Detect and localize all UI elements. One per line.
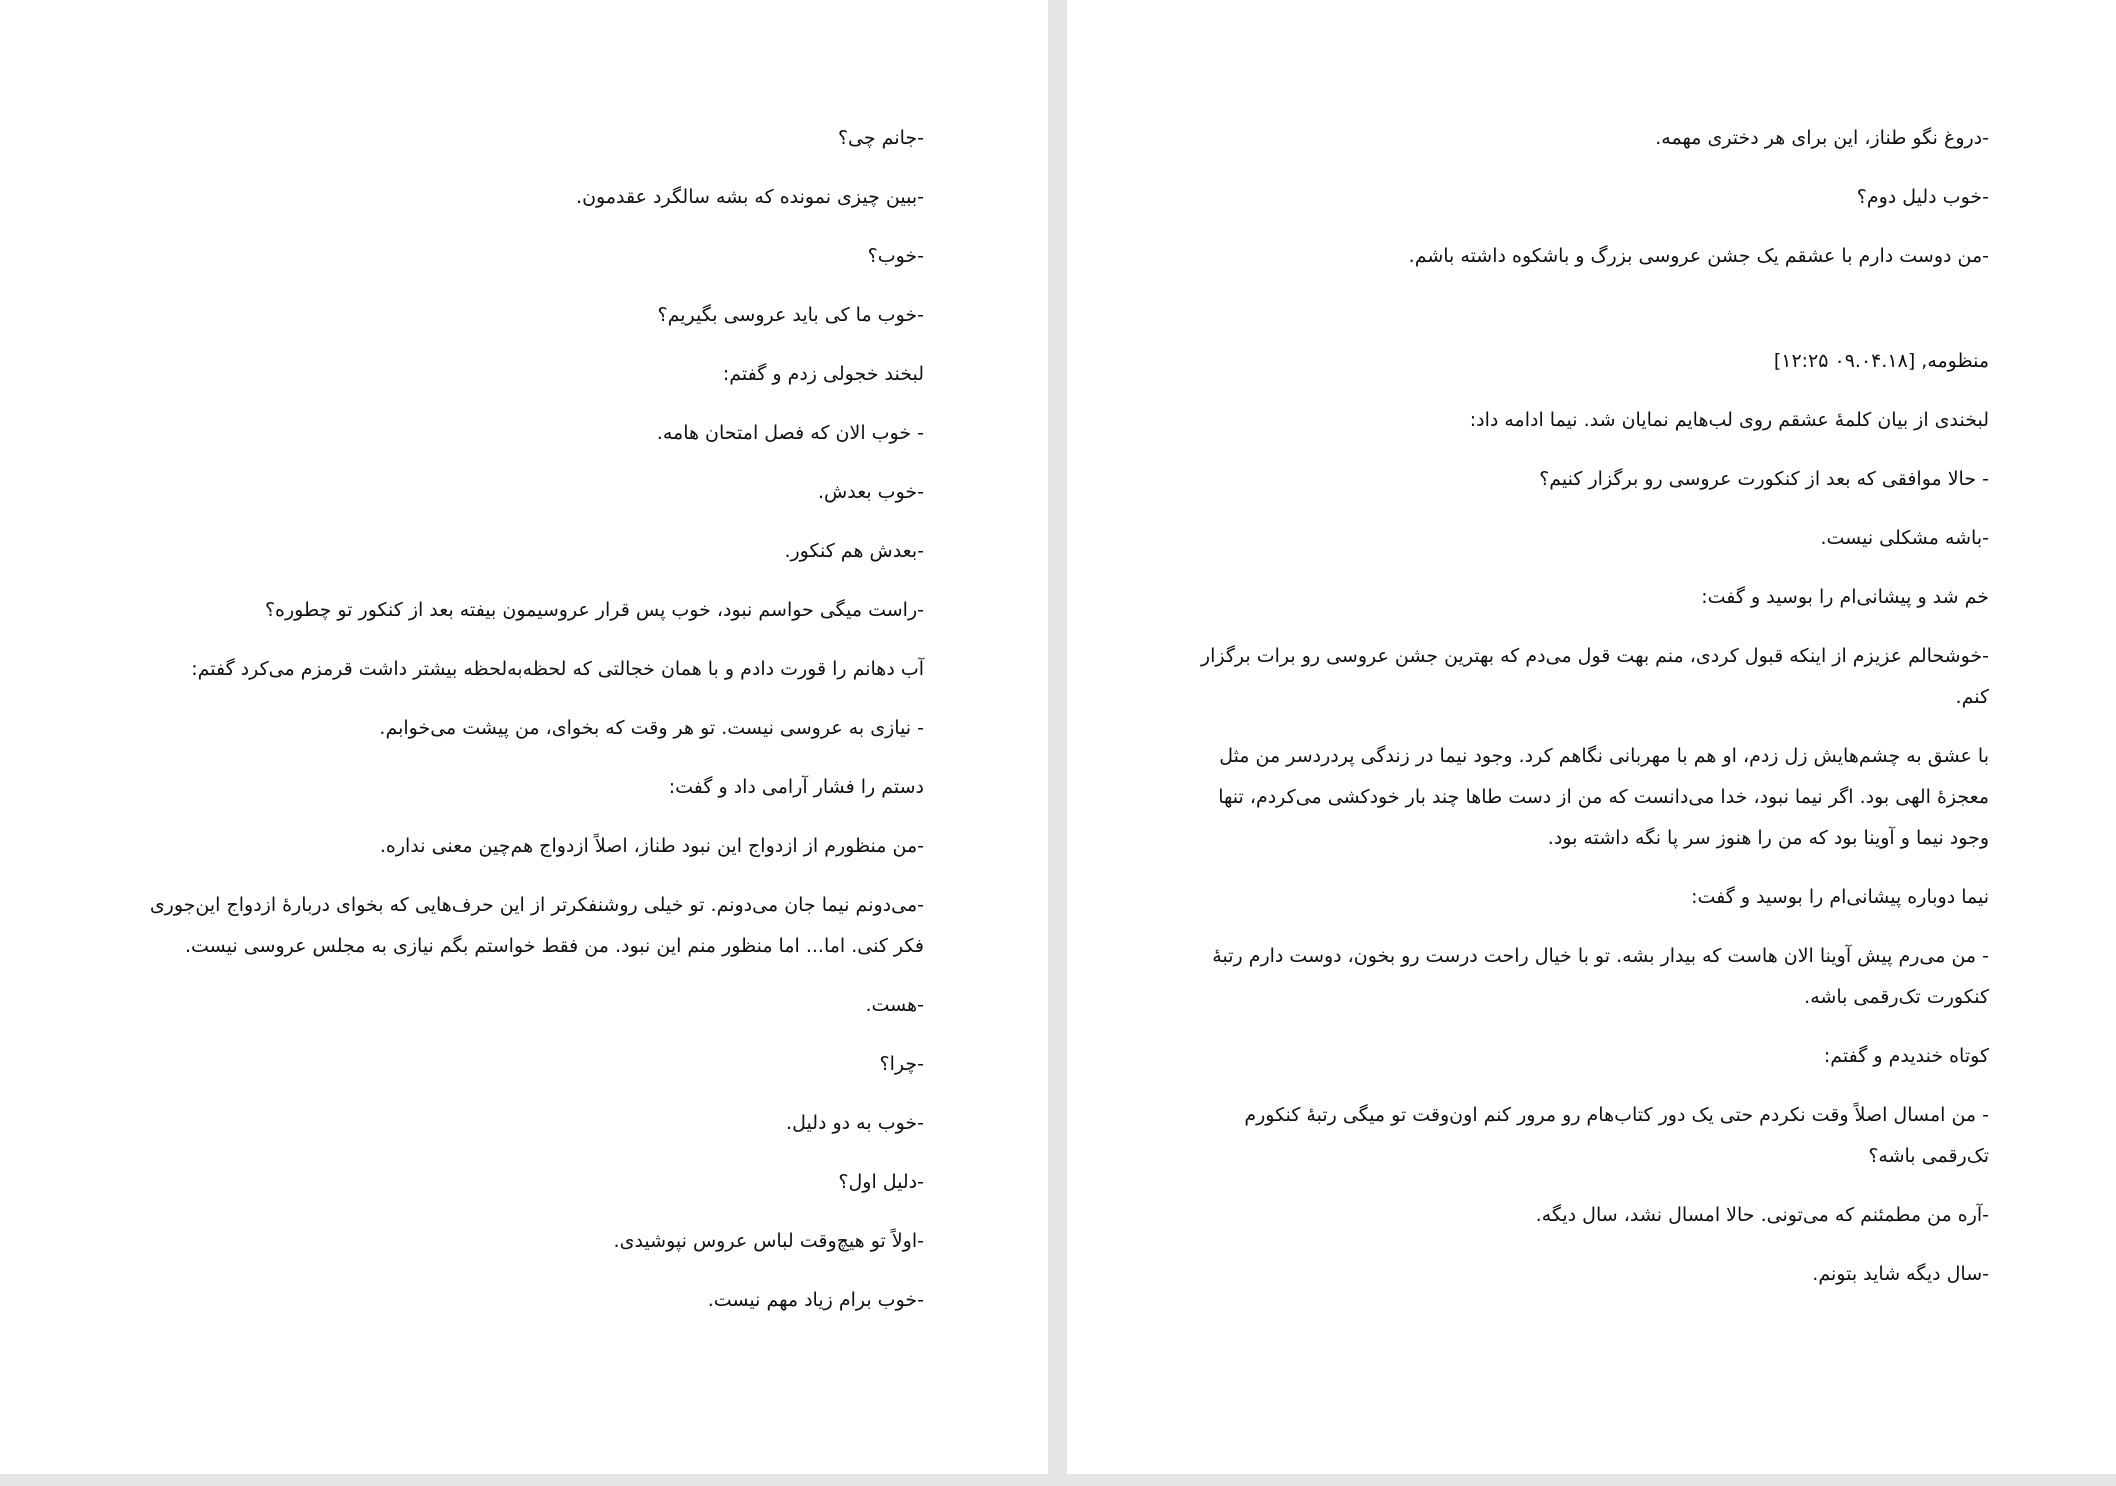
paragraph: آب دهانم را قورت دادم و با همان خجالتی که لحظه‌به‌لحظه بیشتر داشت قرمزم می‌کرد گفتم: [191, 658, 924, 680]
paragraph: -من دوست دارم با عشقم یک جشن عروسی بزرگ و باشکوه داشته باشم. [1408, 245, 1989, 267]
paragraph: دستم را فشار آرامی داد و گفت: [668, 776, 924, 798]
viewer-bottom-gutter [0, 1474, 2116, 1486]
paragraph: -چرا؟ [879, 1053, 924, 1075]
paragraph: -باشه مشکلی نیست. [1820, 527, 1989, 549]
paragraph: -جانم چی؟ [837, 127, 924, 149]
paragraph: لبخند خجولی زدم و گفتم: [722, 363, 924, 385]
paragraph: -خوب؟ [867, 245, 924, 267]
timestamp-line: منظومه, [۰۹.۰۴.۱۸ ۱۲:۲۵] [1773, 350, 1989, 372]
paragraph: -بعدش هم کنکور. [784, 540, 924, 562]
paragraph: - خوب الان که فصل امتحان هامه. [656, 422, 924, 444]
paragraph: -خوب دلیل دوم؟ [1856, 186, 1989, 208]
paragraph: کوتاه خندیدم و گفتم: [1823, 1045, 1989, 1067]
paragraph: -من منظورم از ازدواج این نبود طناز، اصلاً ازدواج هم‌چین معنی نداره. [379, 835, 924, 857]
paragraph: -ببین چیزی نمونده که بشه سالگرد عقدمون. [576, 186, 924, 208]
paragraph: خم شد و پیشانی‌ام را بوسید و گفت: [1701, 586, 1989, 608]
paragraph: - من می‌رم پیش آوینا الان هاست که بیدار بشه. تو با خیال راحت درست رو بخون، دوست دارم رتبهٔ کنکورت تک‌رقمی باشه. [1212, 945, 1989, 1008]
document-page-left [0, 0, 1048, 1474]
paragraph: - من امسال اصلاً وقت نکردم حتی یک دور کتاب‌هام رو مرور کنم اون‌وقت تو میگی رتبهٔ کنکورم تک‌رقمی باشه؟ [1244, 1104, 1989, 1167]
paragraph: -خوب به دو دلیل. [786, 1112, 924, 1134]
document-page-right [1067, 0, 2116, 1474]
paragraph: -خوب برام زیاد مهم نیست. [707, 1289, 924, 1311]
paragraph: -هست. [865, 994, 924, 1016]
paragraph: -دلیل اول؟ [838, 1171, 924, 1193]
paragraph: -اولاً تو هیچ‌وقت لباس عروس نپوشیدی. [613, 1230, 924, 1252]
paragraph: - نیازی به عروسی نیست. تو هر وقت که بخوای، من پیشت می‌خوابم. [379, 717, 924, 739]
paragraph: -خوشحالم عزیزم از اینکه قبول کردی، منم بهت قول می‌دم که بهترین جشن عروسی رو برات برگزار کنم. [1200, 645, 1989, 708]
page-text-column [1189, 118, 1989, 1313]
paragraph: -آره من مطمئنم که می‌تونی. حالا امسال نشد، سال دیگه. [1535, 1204, 1989, 1226]
paragraph: با عشق به چشم‌هایش زل زدم، او هم با مهربانی نگاهم کرد. وجود نیما در زندگی پردردسر من مثل معجزهٔ الهی بود. اگر نیما نبود، خدا می‌دانست که من از دست طاها چند بار خودکشی می‌کردم، تنها وجود نیما و آوینا بود که من را هنوز سر پا نگه داشته بود. [1218, 745, 1989, 849]
paragraph: نیما دوباره پیشانی‌ام را بوسید و گفت: [1691, 886, 1989, 908]
paragraph: - حالا موافقی که بعد از کنکورت عروسی رو برگزار کنیم؟ [1539, 468, 1989, 490]
paragraph: -خوب ما کی باید عروسی بگیریم؟ [657, 304, 924, 326]
paragraph: -دروغ نگو طناز، این برای هر دختری مهمه. [1655, 127, 1989, 149]
paragraph: لبخندی از بیان کلمهٔ عشقم روی لب‌هایم نمایان شد. نیما ادامه داد: [1469, 409, 1989, 431]
paragraph: -سال دیگه شاید بتونم. [1812, 1263, 1989, 1285]
page-text-column [124, 118, 924, 1339]
paragraph: -راست میگی حواسم نبود، خوب پس قرار عروسیمون بیفته بعد از کنکور تو چطوره؟ [264, 599, 924, 621]
paragraph: -خوب بعدش. [817, 481, 924, 503]
paragraph: -می‌دونم نیما جان می‌دونم. تو خیلی روشنفکرتر از این حرف‌هایی که بخوای دربارهٔ ازدواج این‌جوری فکر کنی. اما... اما منظور منم این نبود. من فقط خواستم بگم نیازی به مجلس عروسی نیست. [149, 894, 924, 957]
